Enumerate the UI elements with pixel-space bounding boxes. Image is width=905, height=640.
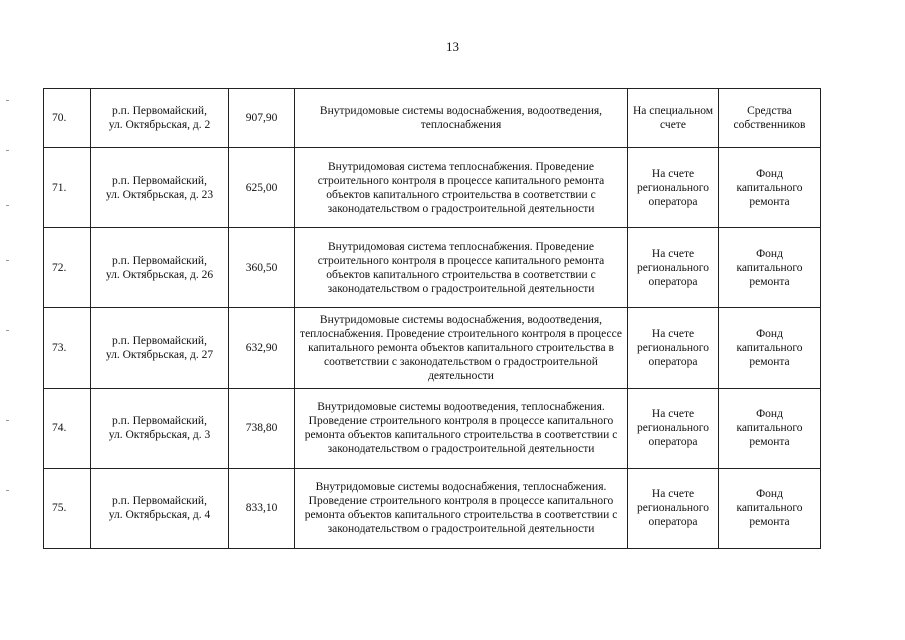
table-row xyxy=(44,308,821,388)
address-street: ул. Октябрьская, д. 2 xyxy=(108,119,211,132)
scan-mark xyxy=(6,420,9,421)
row-number: 75. xyxy=(44,468,91,548)
page-number: 13 xyxy=(446,39,459,54)
account-cell: На счете регионального оператора xyxy=(628,308,719,388)
address-cell xyxy=(91,148,229,228)
work-description-cell: Внутридомовые системы водоснабжения, водоотведения, теплоснабжения xyxy=(295,89,628,148)
address-street: ул. Октябрьская, д. 23 xyxy=(105,188,214,201)
work-description-cell: Внутридомовая система теплоснабжения. Проведение строительного контроля в процессе капитального ремонта объектов капитального строительства в соответствии с законодательством о градостроительной деятельности xyxy=(295,228,628,308)
address-locality: р.п. Первомайский, xyxy=(112,495,207,508)
cost-cell: 360,50 xyxy=(229,228,295,308)
account-cell: На счете регионального оператора xyxy=(628,148,719,228)
address-cell xyxy=(91,228,229,308)
cost-cell: 625,00 xyxy=(229,148,295,228)
address-street: ул. Октябрьская, д. 4 xyxy=(108,509,211,522)
scan-mark xyxy=(6,330,9,331)
address-locality: р.п. Первомайский, xyxy=(112,174,207,187)
address-street: ул. Октябрьская, д. 27 xyxy=(105,349,214,362)
address-cell xyxy=(91,388,229,468)
scan-mark xyxy=(6,205,9,206)
work-description-cell: Внутридомовые системы водоснабжения, водоотведения, теплоснабжения. Проведение строительного контроля в процессе капитального ремонта объектов капитального строительства в соответствии с законодательством о градостроительной деятельности xyxy=(295,308,628,388)
cost-cell: 738,80 xyxy=(229,388,295,468)
table-row xyxy=(44,228,821,308)
address-cell xyxy=(91,89,229,148)
funding-source-cell: Фонд капитального ремонта xyxy=(719,468,821,548)
address-cell xyxy=(91,308,229,388)
row-number: 74. xyxy=(44,388,91,468)
scan-mark xyxy=(6,260,9,261)
row-number: 73. xyxy=(44,308,91,388)
account-cell: На счете регионального оператора xyxy=(628,228,719,308)
funding-source-cell: Средства собственников xyxy=(719,89,821,148)
row-number: 71. xyxy=(44,148,91,228)
funding-source-cell: Фонд капитального ремонта xyxy=(719,308,821,388)
address-locality: р.п. Первомайский, xyxy=(112,254,207,267)
funding-source-cell: Фонд капитального ремонта xyxy=(719,228,821,308)
table-row xyxy=(44,468,821,548)
account-cell: На специальном счете xyxy=(628,89,719,148)
row-number: 72. xyxy=(44,228,91,308)
table-row xyxy=(44,388,821,468)
address-street: ул. Октябрьская, д. 3 xyxy=(108,429,211,442)
funding-source-cell: Фонд капитального ремонта xyxy=(719,388,821,468)
cost-cell: 907,90 xyxy=(229,89,295,148)
cost-cell: 833,10 xyxy=(229,468,295,548)
work-description-cell: Внутридомовые системы водоснабжения, теплоснабжения. Проведение строительного контроля в процессе капитального ремонта объектов капитального строительства в соответствии с законодательством о градостроительной деятельности xyxy=(295,468,628,548)
cost-cell: 632,90 xyxy=(229,308,295,388)
table-row xyxy=(44,148,821,228)
address-locality: р.п. Первомайский, xyxy=(112,105,207,118)
address-locality: р.п. Первомайский, xyxy=(112,335,207,348)
address-locality: р.п. Первомайский, xyxy=(112,415,207,428)
scan-mark xyxy=(6,100,9,101)
row-number: 70. xyxy=(44,89,91,148)
address-street: ул. Октябрьская, д. 26 xyxy=(105,268,214,281)
scan-mark xyxy=(6,150,9,151)
table-row xyxy=(44,89,821,148)
work-description-cell: Внутридомовые системы водоотведения, теплоснабжения. Проведение строительного контроля в процессе капитального ремонта объектов капитального строительства в соответствии с законодательством о градостроительной деятельности xyxy=(295,388,628,468)
account-cell: На счете регионального оператора xyxy=(628,388,719,468)
address-cell xyxy=(91,468,229,548)
scan-mark xyxy=(6,490,9,491)
funding-source-cell: Фонд капитального ремонта xyxy=(719,148,821,228)
account-cell: На счете регионального оператора xyxy=(628,468,719,548)
work-description-cell: Внутридомовая система теплоснабжения. Проведение строительного контроля в процессе капитального ремонта объектов капитального строительства в соответствии с законодательством о градостроительной деятельности xyxy=(295,148,628,228)
repair-registry-table xyxy=(43,88,821,549)
